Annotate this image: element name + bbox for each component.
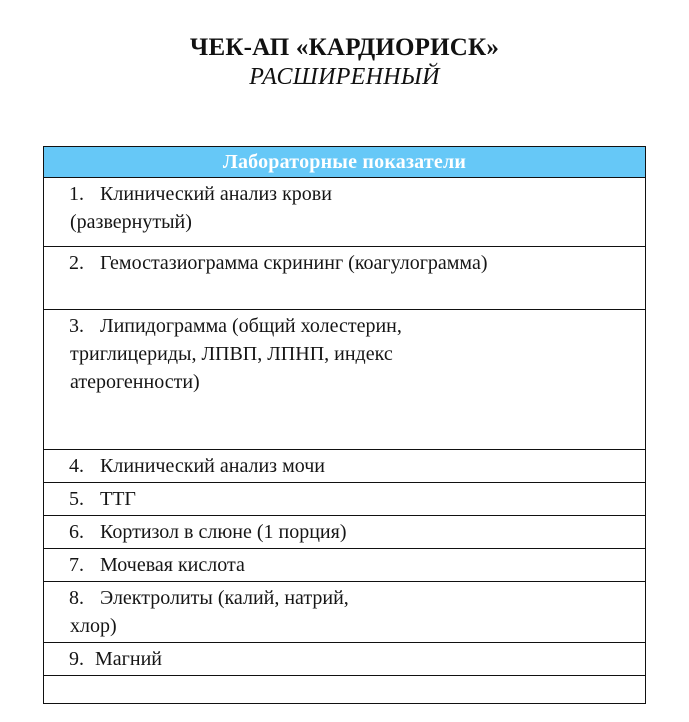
table-row (44, 643, 646, 676)
table-body (44, 178, 646, 704)
lab-table-container (43, 146, 646, 704)
list-item-number: 5. (69, 488, 84, 510)
list-item-label: Клинический анализ мочи (100, 455, 325, 477)
table-cell-item-9 (44, 643, 646, 676)
table-row (44, 310, 646, 450)
list-item (44, 450, 645, 482)
table-cell-item-1 (44, 178, 646, 247)
list-item-label: Электролиты (калий, натрий, (100, 587, 349, 609)
table-cell-item-5 (44, 483, 646, 516)
table-head (44, 147, 646, 178)
list-item-label-continued: хлор) (70, 615, 117, 637)
table-cell-item-2 (44, 247, 646, 310)
list-item-label: Липидограмма (общий холестерин, (100, 315, 402, 337)
list-item-number: 4. (69, 455, 84, 477)
table-row (44, 676, 646, 704)
list-item-number: 6. (69, 521, 84, 543)
table-row (44, 247, 646, 310)
list-item-number: 7. (69, 554, 84, 576)
table-row (44, 178, 646, 247)
table-cell-item-6 (44, 516, 646, 549)
page-subtitle: РАСШИРЕННЫЙ (249, 64, 440, 90)
list-item (44, 310, 645, 398)
list-item (44, 549, 645, 581)
list-item-number: 9. (69, 648, 84, 670)
table-header-row (44, 147, 646, 178)
lab-indicators-table (43, 146, 646, 704)
page-title: ЧЕК-АП «КАРДИОРИСК» (189, 34, 500, 61)
table-cell-item-4 (44, 450, 646, 483)
list-item-label: Мочевая кислота (100, 554, 245, 576)
table-row (44, 549, 646, 582)
table-cell-item-3 (44, 310, 646, 450)
list-item-label: ТТГ (100, 488, 136, 510)
list-item-number: 2. (69, 252, 84, 274)
table-row (44, 450, 646, 483)
list-item-label: Гемостазиограмма скрининг (коагулограмма) (100, 252, 488, 274)
table-cell-item-7 (44, 549, 646, 582)
list-item (44, 582, 645, 642)
list-item (44, 247, 645, 279)
list-item-label: Клинический анализ крови (100, 183, 332, 205)
list-item-label: Магний (95, 648, 162, 670)
title-block (0, 33, 689, 92)
list-item (44, 516, 645, 548)
list-item-number: 3. (69, 315, 84, 337)
list-item-label-continued: (развернутый) (70, 211, 192, 233)
table-row (44, 582, 646, 643)
table-cell-item-8 (44, 582, 646, 643)
list-item-label-continued: триглицериды, ЛПВП, ЛПНП, индекс (70, 343, 393, 365)
list-item-label: Кортизол в слюне (1 порция) (100, 521, 347, 543)
list-item-number: 1. (69, 183, 84, 205)
list-item (44, 483, 645, 515)
table-header-cell: Лабораторные показатели (44, 147, 646, 178)
list-item (44, 178, 645, 238)
table-cell-empty (44, 676, 646, 704)
table-row (44, 516, 646, 549)
list-item-label-continued-2: атерогенности) (70, 371, 200, 393)
table-row (44, 483, 646, 516)
list-item (44, 643, 645, 675)
list-item-number: 8. (69, 587, 84, 609)
